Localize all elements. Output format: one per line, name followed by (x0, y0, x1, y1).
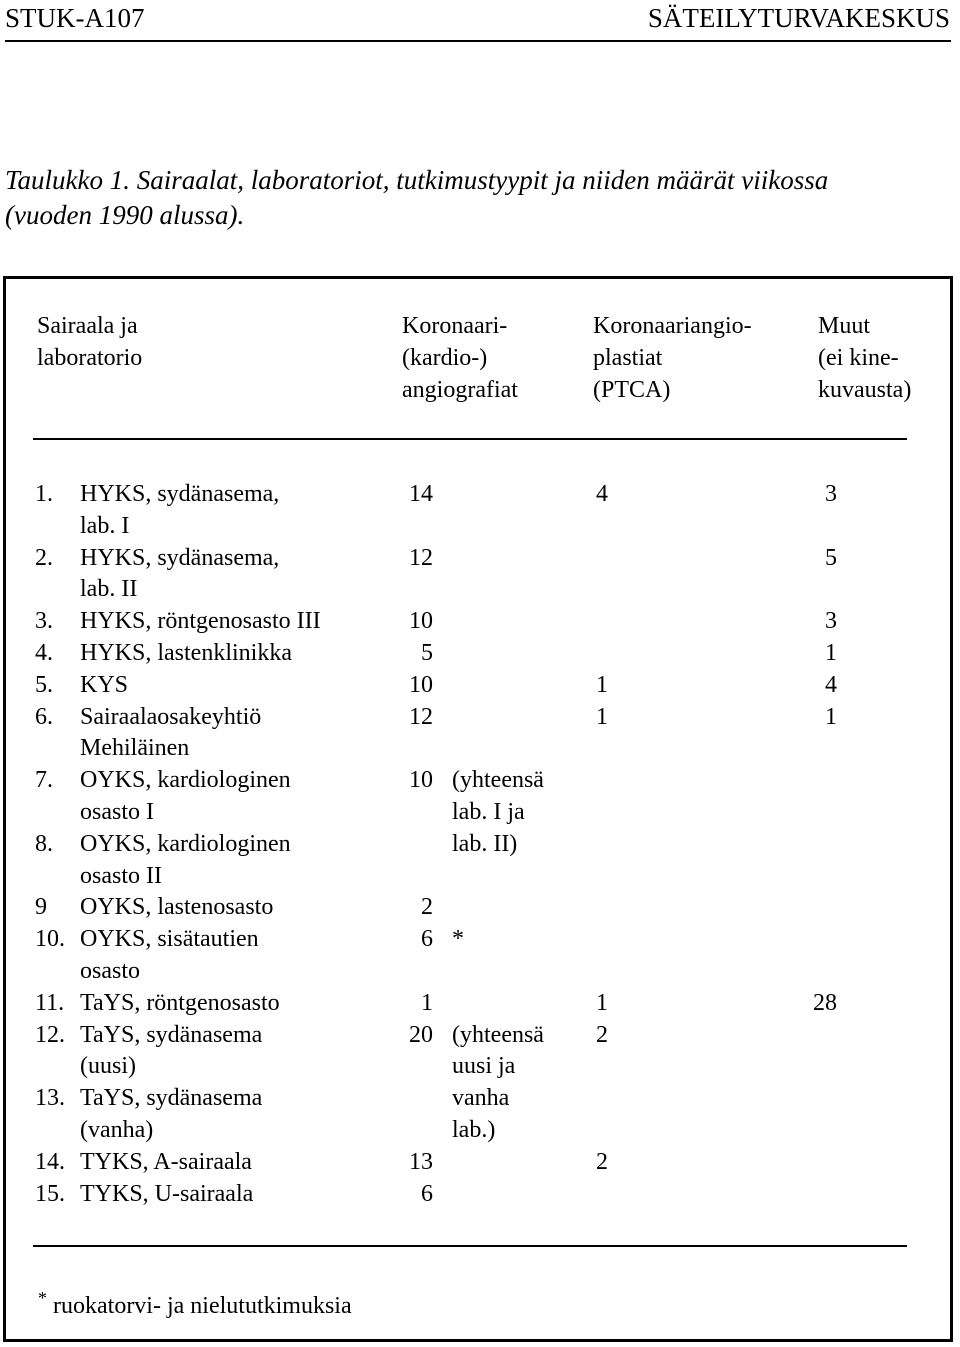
header-rule (5, 40, 951, 42)
other-count: 1 (825, 640, 837, 666)
column-header-line: kuvausta) (818, 377, 912, 403)
hospital-name: TaYS, sydänasema (80, 1085, 263, 1112)
table-row (0, 891, 960, 923)
column-header-line: angiografiat (402, 377, 518, 403)
column-header-line: Koronaari- (402, 313, 508, 339)
hospital-name: TaYS, sydänasema (80, 1021, 263, 1048)
hospital-name: KYS (80, 671, 129, 698)
publisher-name: SÄTEILYTURVAKESKUS (647, 3, 950, 33)
hospital-name: OYKS, kardiologinen (80, 767, 291, 794)
coronary-angiography-count: 20 (409, 1021, 433, 1048)
hospital-name: (uusi) (80, 1053, 136, 1080)
footnote (38, 1282, 352, 1322)
coronary-angiography-count: 10 (409, 767, 433, 794)
hospital-name: HYKS, sydänasema, (80, 544, 280, 571)
hospital-name: OYKS, kardiologinen (80, 830, 291, 857)
row-number: 13. (35, 1085, 65, 1112)
row-number: 4. (35, 640, 53, 666)
table-row (0, 732, 960, 764)
coronary-angiography-count: 6 (421, 1180, 433, 1207)
table-row (0, 955, 960, 987)
group-note: * (452, 926, 464, 953)
ptca-count: 2 (596, 1148, 608, 1175)
column-header-coronary-angiography (402, 310, 518, 406)
footnote-text: ruokatorvi- ja nielututkimuksia (53, 1293, 352, 1319)
table-row (0, 1146, 960, 1178)
table-row (0, 828, 960, 860)
group-note: (yhteensä (452, 1021, 544, 1048)
table-row (0, 1019, 960, 1051)
hospital-name: TaYS, röntgenosasto (80, 989, 280, 1016)
coronary-angiography-count: 12 (409, 703, 433, 730)
hospital-name: Sairaalaosakeyhtiö (80, 703, 262, 730)
row-number: 3. (35, 608, 53, 635)
group-note: (yhteensä (452, 767, 544, 794)
group-note: lab. I ja (452, 799, 525, 825)
group-note: uusi ja (452, 1053, 516, 1080)
table-row (0, 542, 960, 574)
other-count: 5 (825, 544, 837, 571)
table-row (0, 1050, 960, 1082)
row-number: 8. (35, 830, 53, 857)
table-row (0, 669, 960, 701)
coronary-angiography-count: 14 (409, 481, 433, 507)
other-count: 4 (825, 671, 837, 698)
column-header-line: (ei kine- (818, 345, 899, 371)
ptca-count: 1 (596, 703, 608, 730)
hospital-name: HYKS, lastenklinikka (80, 640, 292, 666)
coronary-angiography-count: 2 (421, 894, 433, 921)
row-number: 9 (35, 894, 47, 921)
hospital-name: osasto II (80, 862, 162, 889)
table-caption-line-2: (vuoden 1990 alussa). (5, 200, 245, 230)
column-header-line: Koronaariangio- (593, 313, 752, 339)
hospital-name: Mehiläinen (80, 735, 190, 762)
footnote-marker: * (38, 1288, 47, 1308)
coronary-angiography-count: 6 (421, 926, 433, 953)
footer-separator-rule (33, 1245, 907, 1247)
other-count: 3 (825, 608, 837, 635)
row-number: 1. (35, 481, 53, 507)
hospital-name: (vanha) (80, 1117, 154, 1143)
hospital-name: HYKS, sydänasema, (80, 481, 280, 507)
row-number: 14. (35, 1148, 65, 1175)
table-row (0, 637, 960, 669)
header-separator-rule (33, 438, 907, 440)
row-number: 12. (35, 1021, 65, 1048)
column-header-other (818, 310, 911, 406)
hospital-name: osasto I (80, 799, 154, 825)
row-number: 6. (35, 703, 53, 730)
table-row (0, 1114, 960, 1146)
ptca-count: 2 (596, 1021, 608, 1048)
column-header-line: plastiat (593, 345, 663, 371)
coronary-angiography-count: 5 (421, 640, 433, 666)
table-row (0, 1178, 960, 1210)
table-row (0, 701, 960, 733)
coronary-angiography-count: 1 (421, 989, 433, 1016)
coronary-angiography-count: 13 (409, 1148, 433, 1175)
table-row (0, 764, 960, 796)
column-header-line: laboratorio (37, 345, 143, 371)
table-row (0, 573, 960, 605)
other-count: 3 (825, 481, 837, 507)
hospital-name: TYKS, A-sairaala (80, 1148, 252, 1175)
ptca-count: 1 (596, 671, 608, 698)
coronary-angiography-count: 10 (409, 608, 433, 635)
group-note: lab.) (452, 1117, 496, 1143)
other-count: 28 (813, 989, 837, 1016)
table-row (0, 510, 960, 542)
table-caption-line-1: Taulukko 1. Sairaalat, laboratoriot, tutkimustyypit ja niiden määrät viikossa (5, 165, 829, 195)
hospital-name: HYKS, röntgenosasto III (80, 608, 321, 635)
row-number: 15. (35, 1180, 65, 1207)
table-row (0, 796, 960, 828)
row-number: 11. (35, 989, 65, 1016)
ptca-count: 4 (596, 481, 608, 507)
table-row (0, 987, 960, 1019)
column-header-line: (PTCA) (593, 377, 671, 403)
column-header-hospital (37, 310, 142, 374)
hospital-name: osasto (80, 958, 140, 984)
table-row (0, 923, 960, 955)
other-count: 1 (825, 703, 837, 730)
column-header-line: Muut (818, 313, 871, 339)
hospital-name: OYKS, sisätautien (80, 926, 259, 953)
table-row (0, 1082, 960, 1114)
column-header-line: (kardio-) (402, 345, 488, 371)
row-number: 10. (35, 926, 65, 953)
document-code: STUK-A107 (5, 3, 145, 33)
hospital-name: lab. I (80, 512, 130, 539)
hospital-name: lab. II (80, 576, 138, 603)
hospital-name: OYKS, lastenosasto (80, 894, 274, 921)
coronary-angiography-count: 10 (409, 671, 433, 698)
column-header-ptca (593, 310, 752, 406)
group-note: lab. II) (452, 830, 518, 857)
coronary-angiography-count: 12 (409, 544, 433, 571)
row-number: 7. (35, 767, 53, 794)
column-header-line: Sairaala ja (37, 313, 138, 339)
table-row (0, 605, 960, 637)
row-number: 2. (35, 544, 53, 571)
group-note: vanha (452, 1085, 510, 1112)
hospital-name: TYKS, U-sairaala (80, 1180, 254, 1207)
row-number: 5. (35, 671, 53, 698)
table-row (0, 860, 960, 892)
table-row (0, 478, 960, 510)
ptca-count: 1 (596, 989, 608, 1016)
